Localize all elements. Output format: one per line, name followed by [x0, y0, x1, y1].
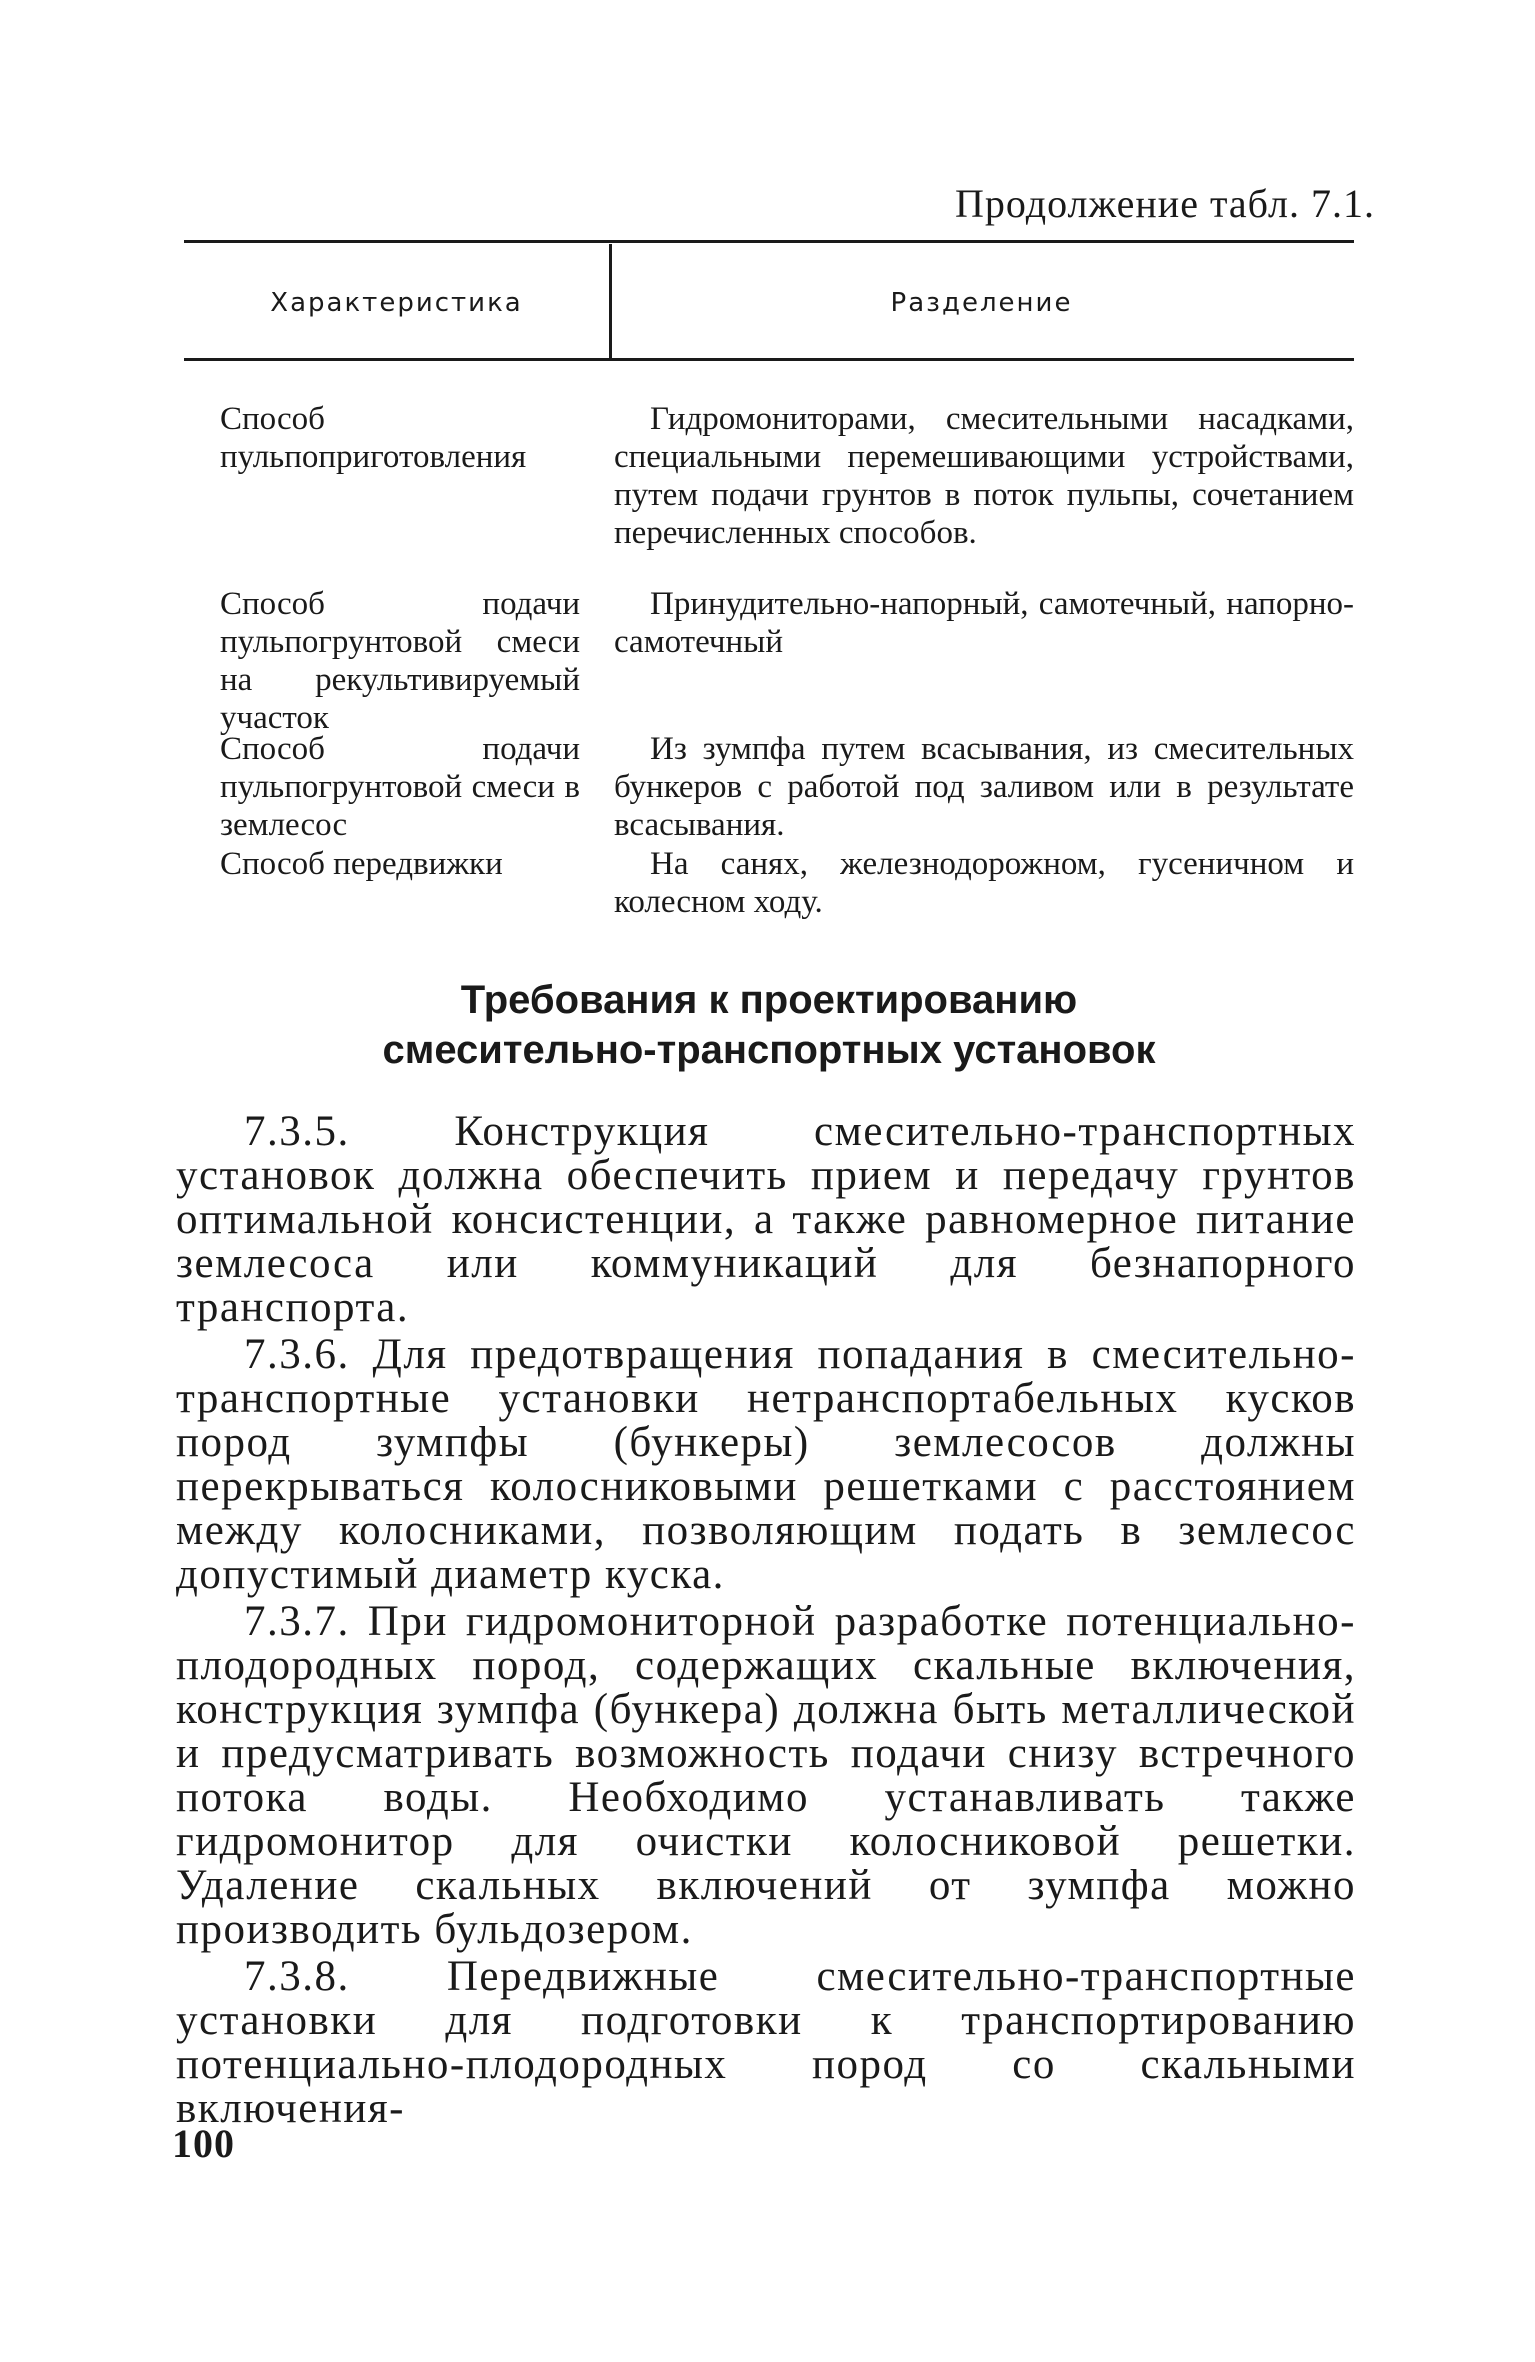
- row-separation: Принудительно-напорный, самотечный, напорно-самотечный: [614, 586, 1354, 660]
- section-heading-line-1: Требования к проектированию: [460, 978, 1078, 1022]
- row-characteristic: Способ подачи пульпогрунтовой смеси в землесос: [220, 731, 580, 843]
- paragraph-7-3-7: 7.3.7. При гидромониторной разработке потенциально-плодородных пород, содержащих скальные включения, конструкция зумпфа (бункера) должна быть металлической и предусматривать возможность подачи снизу встречного потока воды. Необходимо устанавливать также гидромонитор для очистки колосниковой решетки. Удаление скальных включений от зумпфа можно производить бульдозером.: [176, 1598, 1356, 1953]
- row-separation: Гидромониторами, смесительными насадками, специальными перемешивающими устройствами, путем подачи грунтов в поток пульпы, сочетанием перечисленных способов.: [614, 401, 1354, 551]
- table-header-rule: [184, 358, 1354, 361]
- section-heading: [184, 975, 1354, 1075]
- paragraph-7-3-6: 7.3.6. Для предотвращения попадания в смесительно-транспортные установки нетранспортабельных кусков пород зумпфы (бункеры) землесосов должны перекрываться колосниковыми решетками с расстоянием между колосниками, позволяющим подать в землесос допустимый диаметр куска.: [176, 1331, 1356, 1598]
- row-separation: На санях, железнодорожном, гусеничном и колесном ходу.: [614, 846, 1354, 920]
- header-separation: Разделение: [890, 288, 1073, 318]
- table-top-rule: [184, 240, 1354, 243]
- section-heading-line-2: смесительно-транспортных установок: [382, 1028, 1156, 1072]
- header-characteristic: Характеристика: [270, 288, 523, 318]
- table-continuation-caption: Продолжение табл. 7.1.: [955, 181, 1375, 226]
- page-number: 100: [172, 2121, 235, 2166]
- row-characteristic: Способ пульпоприготовления: [220, 401, 527, 475]
- row-separation: Из зумпфа путем всасывания, из смесительных бункеров с работой под заливом или в результате всасывания.: [614, 731, 1354, 843]
- row-characteristic: Способ передвижки: [220, 846, 503, 882]
- row-characteristic: Способ подачи пульпогрунтовой смеси на рекультивируемый участок: [220, 586, 580, 736]
- body-text: [176, 1110, 1356, 2134]
- paragraph-7-3-5: 7.3.5. Конструкция смесительно-транспортных установок должна обеспечить прием и передачу грунтов оптимальной консистенции, а также равномерное питание землесоса или коммуникаций для безнапорного транспорта.: [176, 1108, 1356, 1331]
- paragraph-7-3-8: 7.3.8. Передвижные смесительно-транспортные установки для подготовки к транспортированию потенциально-плодородных пород со скальными включения-: [176, 1953, 1356, 2132]
